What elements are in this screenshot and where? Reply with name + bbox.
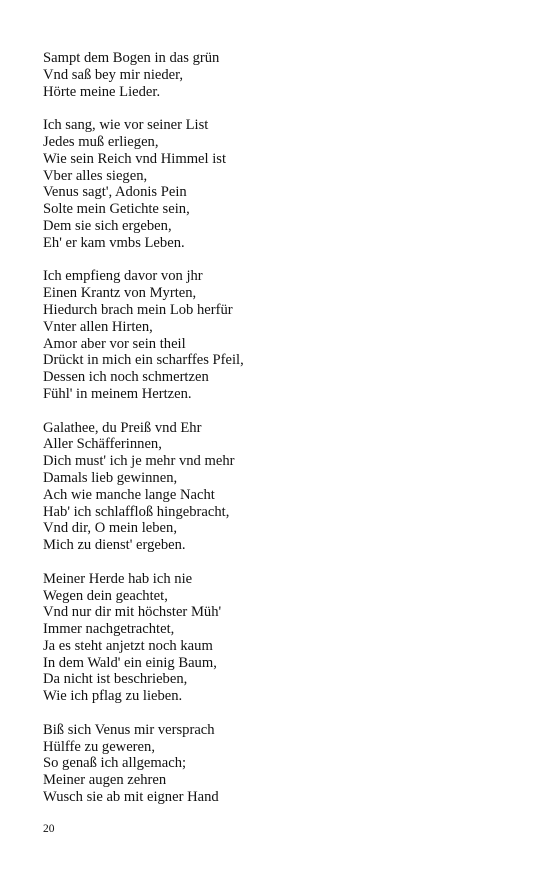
poem-line: Solte mein Getichte sein, (43, 201, 190, 218)
page-number: 20 (43, 823, 55, 835)
poem-line: Venus sagt', Adonis Pein (43, 184, 187, 201)
poem-line: Mich zu dienst' ergeben. (43, 537, 186, 554)
poem-line: Dem sie sich ergeben, (43, 217, 172, 234)
poem-line: Vnter allen Hirten, (43, 318, 153, 335)
stanza-5 (43, 571, 513, 705)
poem-line: Drückt in mich ein scharffes Pfeil, (43, 352, 244, 369)
poem-line: Ich empfieng davor von jhr (43, 268, 203, 285)
poem-line: Ach wie manche lange Nacht (43, 486, 215, 503)
poem-line: Wie ich pflag zu lieben. (43, 688, 183, 705)
stanza-3 (43, 268, 513, 402)
poem-line: Fühl' in meinem Hertzen. (43, 385, 192, 402)
poem-line: Hiedurch brach mein Lob herfür (43, 301, 233, 318)
stanza-4 (43, 420, 513, 554)
poem-line: Aller Schäfferinnen, (43, 436, 162, 453)
poem-line: Dich must' ich je mehr vnd mehr (43, 453, 235, 470)
poem-line: Wie sein Reich vnd Himmel ist (43, 150, 227, 167)
poem-line: Immer nachgetrachtet, (43, 621, 175, 638)
poem-line: Eh' er kam vmbs Leben. (43, 234, 185, 251)
poem-line: Galathee, du Preiß vnd Ehr (43, 419, 202, 436)
poem-line: Vnd dir, O mein leben, (43, 520, 177, 537)
poem-line: Hab' ich schlaffloß hingebracht, (43, 503, 230, 520)
stanza-6 (43, 722, 513, 806)
stanza-2 (43, 117, 513, 251)
poem-line: Ich sang, wie vor seiner List (43, 117, 209, 134)
poem-line: Amor aber vor sein theil (43, 335, 186, 352)
poem-line: Ja es steht anjetzt noch kaum (43, 637, 213, 654)
poem-line: Hülffe zu geweren, (43, 738, 155, 755)
poem-line: So genaß ich allgemach; (43, 755, 187, 772)
poem-line: Einen Krantz von Myrten, (43, 285, 197, 302)
poem-line: Da nicht ist beschrieben, (43, 671, 188, 688)
poem-line: Wusch sie ab mit eigner Hand (43, 789, 219, 806)
poem-line: Dessen ich noch schmertzen (43, 369, 209, 386)
poem-line: Biß sich Venus mir versprach (43, 721, 215, 738)
poem-line: Hörte meine Lieder. (43, 83, 161, 100)
poem-line: Jedes muß erliegen, (43, 133, 159, 150)
poem-line: Sampt dem Bogen in das grün (43, 50, 220, 66)
poem-line: Vber alles siegen, (43, 167, 148, 184)
poem-text (43, 50, 513, 823)
poem-line: In dem Wald' ein einig Baum, (43, 654, 217, 671)
poem-line: Damals lieb gewinnen, (43, 469, 178, 486)
poem-line: Vnd nur dir mit höchster Müh' (43, 604, 222, 621)
poem-line: Vnd saß bey mir nieder, (43, 66, 184, 83)
poem-line: Meiner augen zehren (43, 772, 167, 789)
stanza-1 (43, 50, 513, 100)
poem-line: Wegen dein geachtet, (43, 587, 168, 604)
poem-line: Meiner Herde hab ich nie (43, 570, 193, 587)
